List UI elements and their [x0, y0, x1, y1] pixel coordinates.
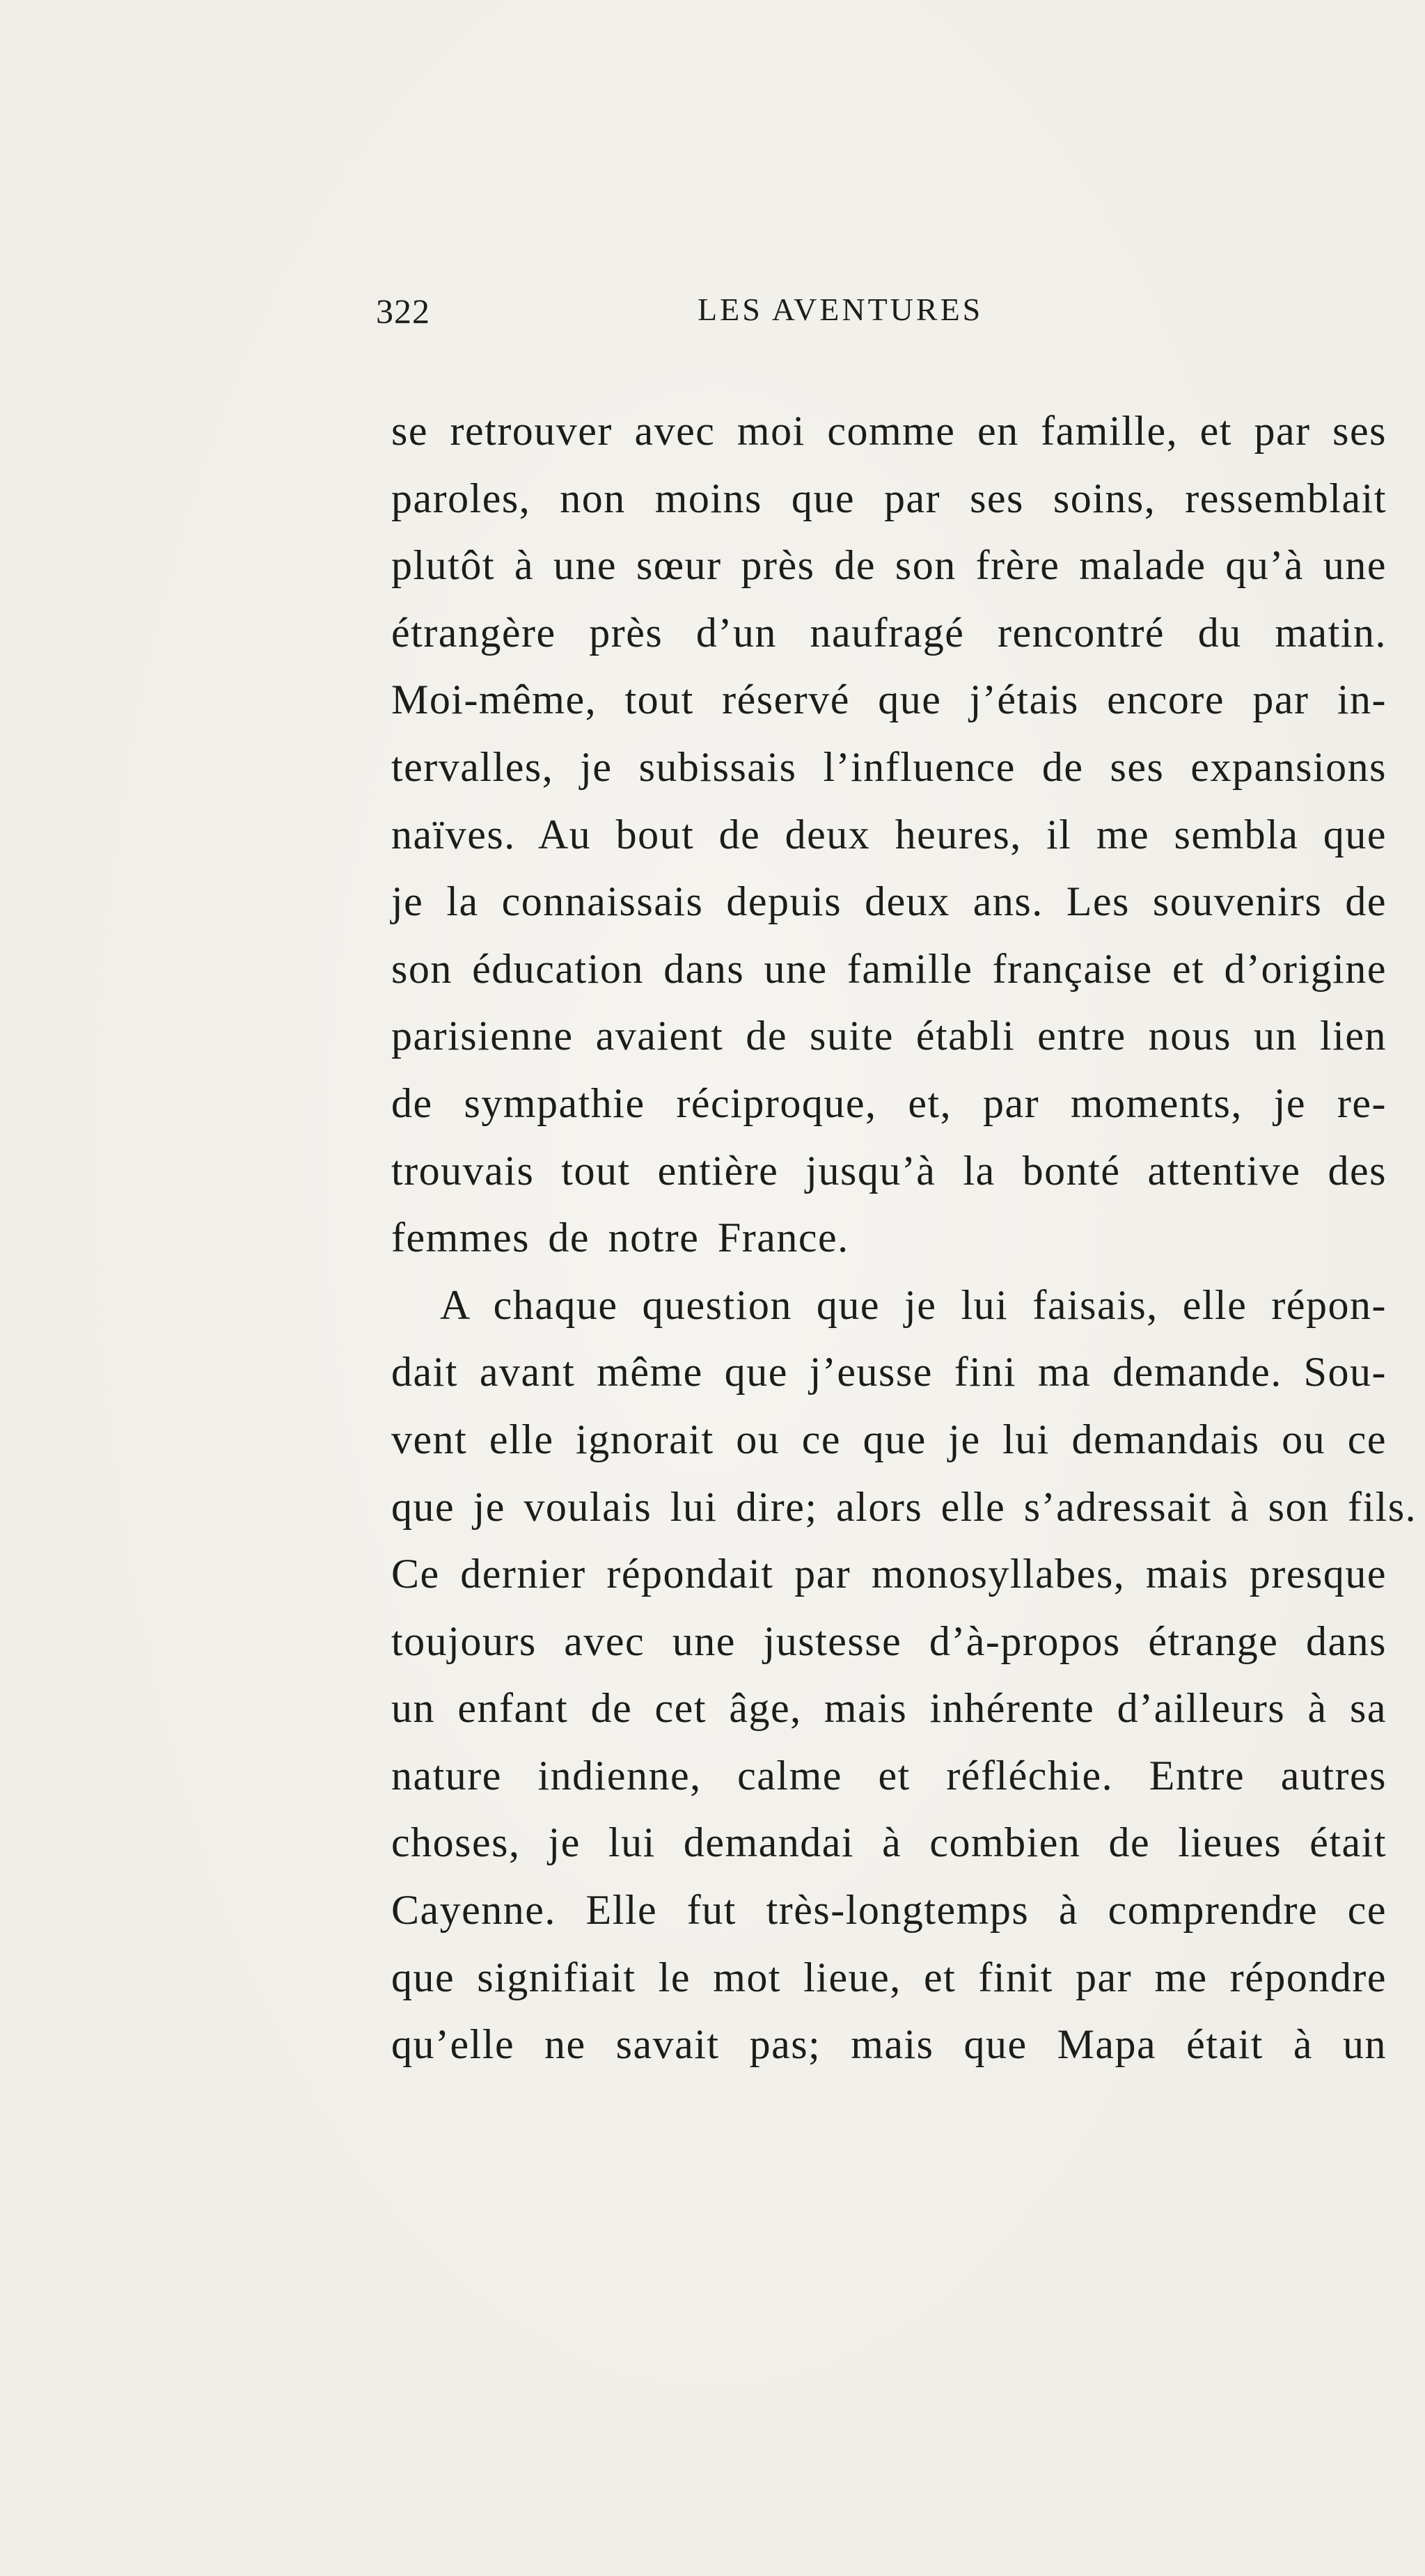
text-line: un enfant de cet âge, mais inhérente d’ailleurs à sa — [391, 1685, 1387, 1732]
text-line: choses, je lui demandai à combien de lieues était — [391, 1819, 1387, 1866]
text-line: toujours avec une justesse d’à-propos étrange dans — [391, 1618, 1387, 1664]
text-line: vent elle ignorait ou ce que je lui demandais ou ce — [391, 1416, 1387, 1462]
text-line: se retrouver avec moi comme en famille, et par ses — [391, 408, 1387, 454]
page-number: 322 — [376, 292, 430, 331]
text-line: qu’elle ne savait pas; mais que Mapa était à un — [391, 2021, 1387, 2068]
text-line: plutôt à une sœur près de son frère malade qu’à une — [391, 542, 1387, 589]
text-line: paroles, non moins que par ses soins, ressemblait — [391, 475, 1387, 521]
text-line: son éducation dans une famille française et d’origine — [391, 945, 1387, 992]
paragraph-end-line: femmes de notre France. — [391, 1215, 849, 1261]
page-header — [376, 291, 1388, 340]
text-line: nature indienne, calme et réfléchie. Entre autres — [391, 1752, 1387, 1799]
text-line: trouvais tout entière jusqu’à la bonté attentive des — [391, 1147, 1387, 1194]
running-title: LES AVENTURES — [698, 292, 984, 327]
text-line: je la connaissais depuis deux ans. Les souvenirs de — [391, 878, 1387, 925]
text-line: étrangère près d’un naufragé rencontré du matin. — [391, 609, 1387, 656]
body-text — [391, 397, 1417, 2078]
text-line: de sympathie réciproque, et, par moments, je re- — [391, 1080, 1387, 1126]
text-line: Ce dernier répondait par monosyllabes, mais presque — [391, 1551, 1387, 1597]
text-line: dait avant même que j’eusse fini ma demande. Sou- — [391, 1349, 1387, 1396]
text-line: que signifiait le mot lieue, et finit par me répondre — [391, 1954, 1387, 2000]
text-line: que je voulais lui dire; alors elle s’adressait à son fils. — [391, 1483, 1417, 1530]
paragraph-start-line: A chaque question que je lui faisais, elle répon- — [440, 1281, 1387, 1328]
text-line: parisienne avaient de suite établi entre nous un lien — [391, 1013, 1387, 1059]
text-line: Cayenne. Elle fut très-longtemps à comprendre ce — [391, 1887, 1387, 1934]
text-line: naïves. Au bout de deux heures, il me sembla que — [391, 811, 1387, 858]
text-line: Moi-même, tout réservé que j’étais encore par in- — [391, 677, 1387, 723]
text-line: tervalles, je subissais l’influence de ses expansions — [391, 743, 1387, 790]
